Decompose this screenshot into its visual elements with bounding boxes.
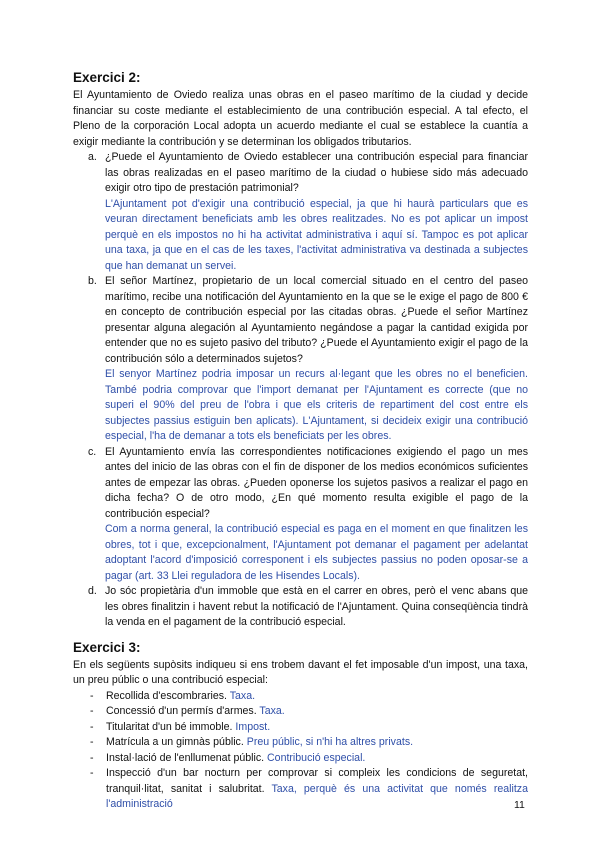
question-item-b <box>73 274 528 445</box>
exercise-3-intro: En els següents supòsits indiqueu si ens trobem davant el fet imposable d'un impost, una taxa, un preu públic o una contribució especial: <box>73 658 528 686</box>
list-item <box>73 735 528 751</box>
question-letter: b. <box>88 275 97 287</box>
question-letter: c. <box>88 445 97 458</box>
item-text: Matrícula a un gimnàs públic. <box>106 736 244 748</box>
answer-text: L'Ajuntament pot d'exigir una contribució especial, ja que hi haurà particulars que es veuran directament beneficiats amb les obres realitzades. No es pot aplicar un impost perquè en els impostos no hi ha activitat administrativa i aquí sí. Tampoc es pot aplicar una taxa, ja que en el cas de les taxes, l'activitat administrativa va destinada a subjectes que han demanat un servei. <box>105 197 528 272</box>
item-answer: Taxa. <box>229 689 256 702</box>
question-text: ¿Puede el Ayuntamiento de Oviedo establecer una contribución especial para financiar las obras realizadas en el paseo marítimo de la ciudad o hubiese sido más adecuado exigir otro tipo de prestación patrimonial? <box>105 151 528 194</box>
exercise-2-intro: El Ayuntamiento de Oviedo realiza unas obras en el paseo marítimo de la ciudad y decide financiar su coste mediante el establecimiento de una contribución especial. A tal efecto, el Pleno de la corporación Local adopta un acuerdo mediante el cual se establece la cuantía a exigir mediante la contribución y se determinan los obligados tributarios. <box>73 89 528 148</box>
item-text: Concessió d'un permís d'armes. <box>106 705 257 717</box>
exercise-2-questions <box>73 150 528 631</box>
question-text: Jo sóc propietària d'un immoble que està en el carrer en obres, però el venc abans que les obres finalitzin i havent rebut la notificació de l'Ajuntament. Quina conseqüència tindrà la venda en el pagament de la contribució especial. <box>105 585 528 628</box>
item-text: Inspecció d'un bar nocturn per comprovar si compleix les condicions de seguretat, tranquil·litat, sanitat i salubritat. <box>106 767 528 795</box>
question-letter: a. <box>88 151 97 163</box>
item-text: Instal·lació de l'enllumenat públic. <box>106 751 265 764</box>
dash-bullet: - <box>90 751 94 764</box>
dash-bullet: - <box>90 767 94 779</box>
exercise-3-list <box>73 689 528 813</box>
question-item-d <box>73 584 528 631</box>
document-page <box>73 70 528 813</box>
list-item <box>73 704 528 720</box>
item-text: Titularitat d'un bé immoble. <box>106 720 233 733</box>
exercise-3-title: Exercici 3: <box>73 639 141 655</box>
item-answer: Impost. <box>235 720 271 733</box>
item-answer: Contribució especial. <box>267 751 366 764</box>
item-text: Recollida d'escombraries. <box>106 689 227 702</box>
dash-bullet: - <box>90 705 94 717</box>
dash-bullet: - <box>90 736 94 748</box>
item-answer: Preu públic, si n'hi ha altres privats. <box>246 736 414 748</box>
dash-bullet: - <box>90 689 94 702</box>
item-answer: Taxa. <box>259 705 285 717</box>
list-item <box>73 766 528 813</box>
list-item <box>73 720 528 736</box>
page-number: 11 <box>514 799 525 811</box>
question-item-c <box>73 445 528 585</box>
answer-text: Com a norma general, la contribució especial es paga en el moment en que finalitzen les obres, tot i que, excepcionalment, l'Ajuntament pot demanar el pagament per adelantat adoptant l'acord d'imposició corresponent i els subjectes passius no poden oposar-se a pagar (art. 33 Llei reguladora de les Hisendes Locals). <box>105 523 528 582</box>
exercise-2-title: Exercici 2: <box>73 70 141 85</box>
question-letter: d. <box>88 585 97 597</box>
list-item <box>73 751 528 767</box>
dash-bullet: - <box>90 720 94 733</box>
question-text: El señor Martínez, propietario de un local comercial situado en el centro del paseo marítimo, recibe una notificación del Ayuntamiento en la que se le exige el pago de 800 € en concepto de contribución especial por las citadas obras. ¿Puede el señor Martínez presentar alguna alegación al Ayuntamiento negándose a pagar la cantidad exigida por entender que no es sujeto pasivo del tributo? ¿Puede el Ayuntamiento exigir el pago de la contribución sólo a determinados sujetos? <box>105 275 528 365</box>
list-item <box>73 689 528 705</box>
question-item-a <box>73 150 528 274</box>
answer-text: El senyor Martínez podria imposar un recurs al·legant que les obres no el beneficien. També podria comprovar que l'import demanat per l'Ajuntament es correcte (que no superi el 90% del preu de l'obra i que els criteris de repartiment del cost entre els subjectes passius estiguin ben aplicats). L'Ajuntament, si decideix exigir una contribució especial, l'ha de demanar a tots els beneficiats per les obres. <box>105 368 528 442</box>
question-text: El Ayuntamiento envía las correspondientes notificaciones exigiendo el pago un mes antes del inicio de las obras con el fin de disponer de los medios económicos suficientes antes de empezar las obras. ¿Pueden oponerse los sujetos pasivos a realizar el pago en dicha fecha? O de otro modo, ¿En qué momento resulta exigible el pago de la contribución especial? <box>105 445 528 520</box>
item-answer: Taxa, perquè és una activitat que només realitza l'administració <box>106 782 528 810</box>
